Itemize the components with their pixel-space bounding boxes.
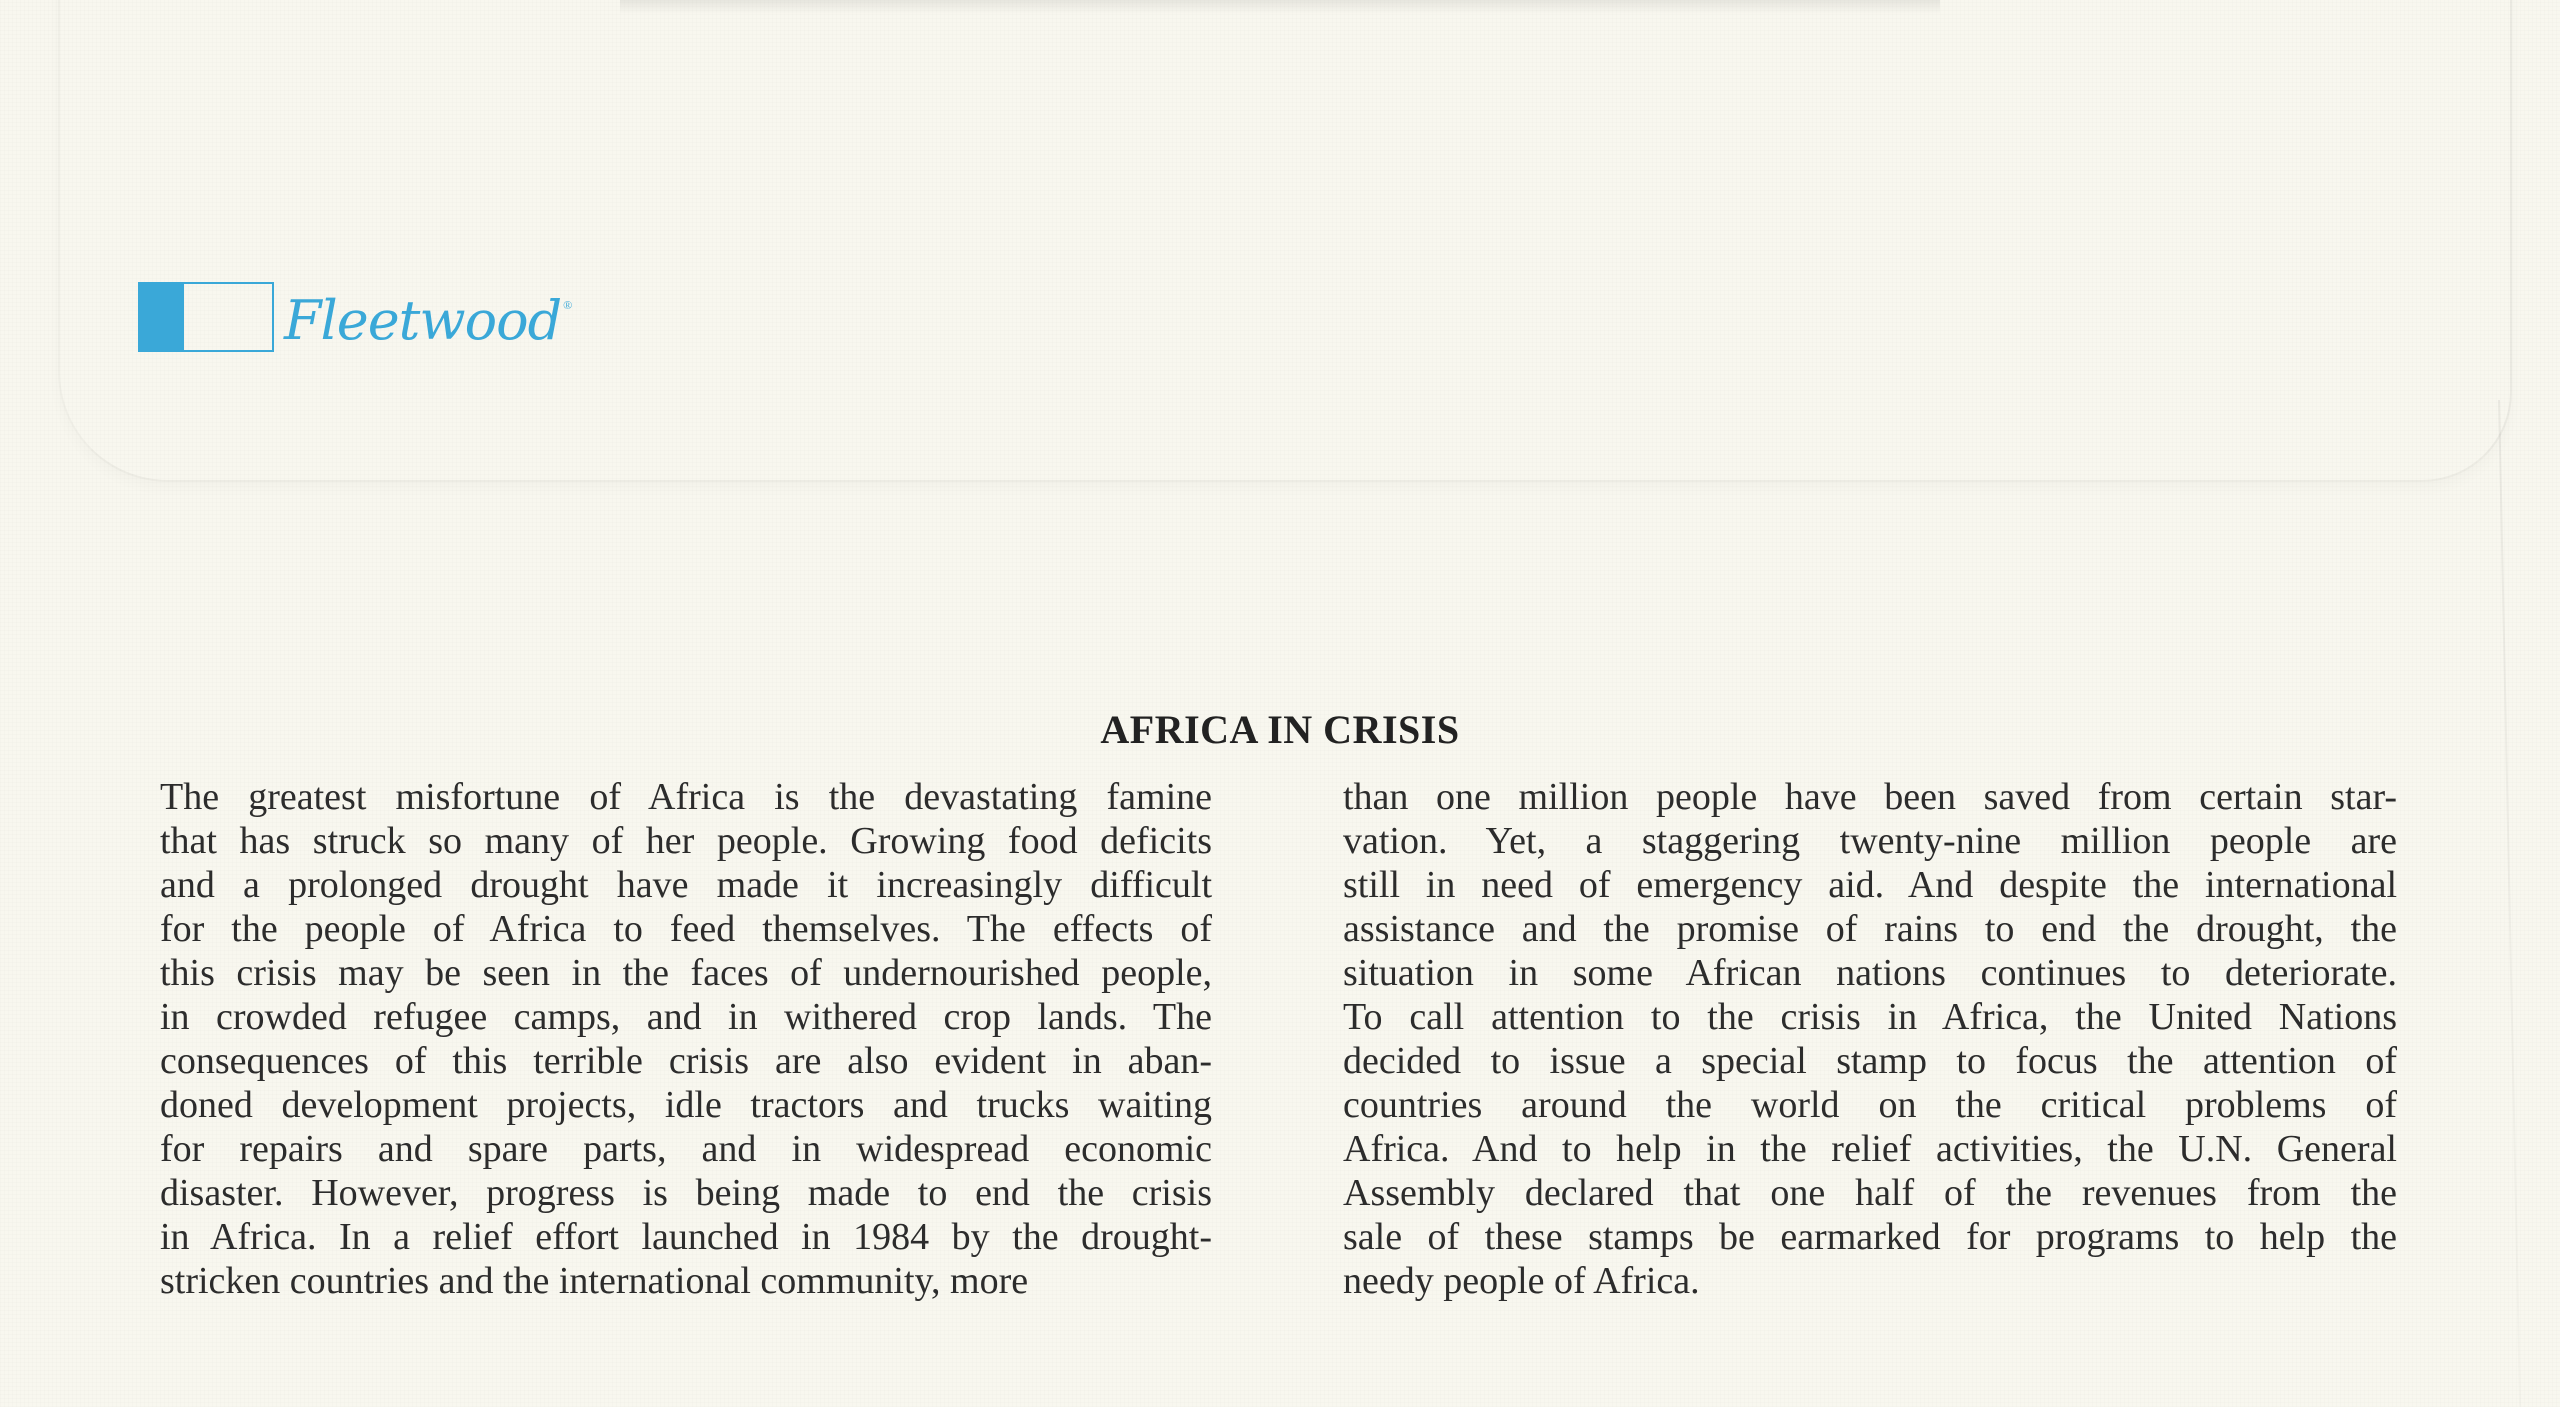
- logo-mark-icon: [138, 282, 274, 352]
- text-line: that has struck so many of her people. Growing food deficits: [160, 820, 1212, 862]
- text-line: doned development projects, idle tractors and trucks waiting: [160, 1084, 1212, 1126]
- text-line: situation in some African nations continues to deteriorate.: [1343, 952, 2397, 994]
- text-line: assistance and the promise of rains to end the drought, the: [1343, 908, 2397, 950]
- fleetwood-logo: [138, 282, 572, 352]
- envelope-flap: [58, 0, 2512, 482]
- text-line: sale of these stamps be earmarked for programs to help the: [1343, 1216, 2397, 1258]
- text-line: stricken countries and the international community, more: [160, 1260, 1029, 1302]
- right-column-text: [1343, 775, 2397, 1303]
- logo-wordmark: Fleetwood: [284, 289, 562, 352]
- text-line: than one million people have been saved from certain star-: [1343, 776, 2397, 818]
- text-line: consequences of this terrible crisis are also evident in aban-: [160, 1040, 1212, 1082]
- text-line: for the people of Africa to feed themselves. The effects of: [160, 908, 1212, 950]
- text-line: this crisis may be seen in the faces of undernourished people,: [160, 952, 1212, 994]
- logo-mark-fill: [140, 284, 184, 350]
- document-title: AFRICA IN CRISIS: [1100, 707, 1460, 752]
- text-line: still in need of emergency aid. And despite the international: [1343, 864, 2397, 906]
- text-line: disaster. However, progress is being made to end the crisis: [160, 1172, 1212, 1214]
- text-line: Africa. And to help in the relief activities, the U.N. General: [1343, 1128, 2397, 1170]
- envelope-edge-line: [2498, 400, 2521, 1407]
- left-column-text: [160, 775, 1212, 1303]
- text-line: in crowded refugee camps, and in withered crop lands. The: [160, 996, 1212, 1038]
- text-line: and a prolonged drought have made it increasingly difficult: [160, 864, 1212, 906]
- text-line: vation. Yet, a staggering twenty-nine million people are: [1343, 820, 2397, 862]
- text-line: for repairs and spare parts, and in widespread economic: [160, 1128, 1212, 1170]
- text-line: decided to issue a special stamp to focus the attention of: [1343, 1040, 2397, 1082]
- text-line: in Africa. In a relief effort launched in 1984 by the drought-: [160, 1216, 1212, 1258]
- text-line: The greatest misfortune of Africa is the devastating famine: [160, 776, 1212, 818]
- text-line: To call attention to the crisis in Africa, the United Nations: [1343, 996, 2397, 1038]
- text-line: Assembly declared that one half of the revenues from the: [1343, 1172, 2397, 1214]
- registered-mark: ®: [563, 297, 573, 312]
- text-line: countries around the world on the critical problems of: [1343, 1084, 2397, 1126]
- text-line: needy people of Africa.: [1343, 1260, 1700, 1302]
